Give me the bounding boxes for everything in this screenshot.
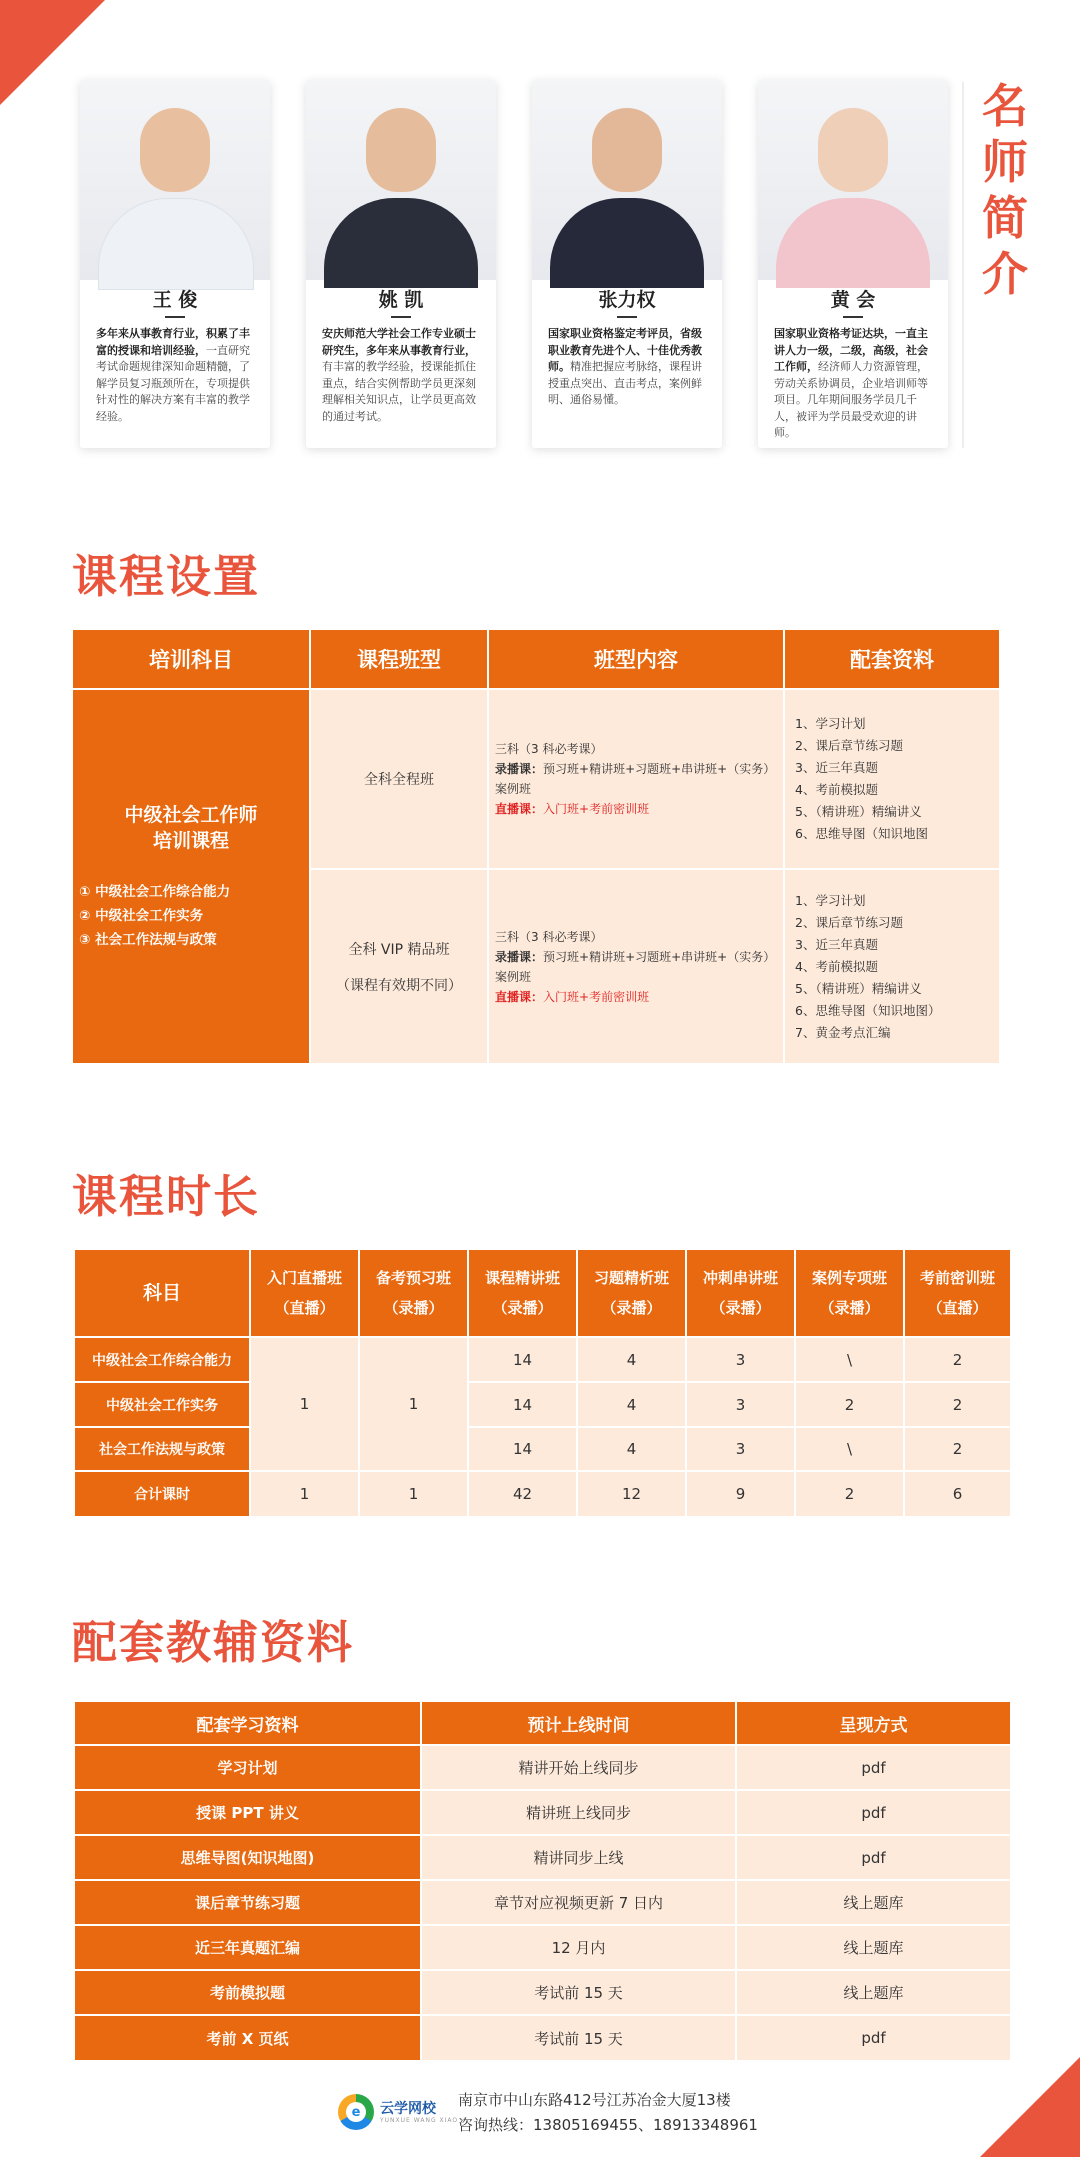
materials-cell (785, 690, 999, 868)
material-item: 6、思维导图（知识地图） (795, 1002, 941, 1018)
material-name: 课后章节练习题 (75, 1881, 420, 1924)
table-cell: \ (796, 1338, 903, 1381)
table-cell: 2 (905, 1338, 1010, 1381)
material-item: 5、（精讲班）精编讲义 (795, 980, 922, 996)
teacher-desc: 安庆师范大学社会工作专业硕士研究生，多年来从事教育行业，有丰富的教学经验，授课能抓住重点，结合实例帮助学员更深刻理解相关知识点，让学员更高效的通过考试。 (322, 327, 476, 423)
material-time: 精讲同步上线 (422, 1836, 735, 1879)
total-cell: 9 (687, 1472, 794, 1516)
material-format: pdf (737, 1746, 1010, 1789)
subject-item: ③ 社会工作法规与政策 (79, 932, 217, 948)
table-cell: 3 (687, 1383, 794, 1426)
address: 南京市中山东路412号江苏冶金大厦13楼 (458, 2091, 731, 2109)
material-format: pdf (737, 1791, 1010, 1834)
table-header: 入门直播班 （直播） (251, 1250, 358, 1336)
table-header: 案例专项班 （录播） (796, 1250, 903, 1336)
material-item: 7、黄金考点汇编 (795, 1024, 891, 1040)
table-cell: 1 (360, 1338, 467, 1470)
subject-title: 中级社会工作师 (124, 804, 258, 826)
table-header: 培训科目 (73, 630, 309, 688)
class-name-cell (311, 690, 487, 868)
row-subject: 合计课时 (75, 1472, 249, 1516)
table-cell: 4 (578, 1383, 685, 1426)
material-item: 2、课后章节练习题 (795, 738, 903, 753)
total-cell: 6 (905, 1472, 1010, 1516)
teacher-name: 黄 会 (830, 289, 876, 311)
material-item: 2、课后章节练习题 (795, 914, 903, 930)
corner-decoration-bottom-right (980, 2057, 1080, 2157)
materials-table (75, 1702, 1010, 2060)
material-name: 考前 X 页纸 (75, 2016, 420, 2060)
material-time: 章节对应视频更新 7 日内 (422, 1881, 735, 1924)
table-header: 预计上线时间 (422, 1702, 735, 1744)
teacher-desc: 国家职业资格考证达块，一直主讲人力一级，二级，高级，社会工作师，经济师人力资源管理，劳动关系协调员，企业培训师等项目。几年期间服务学员几千人，被评为学员最受欢迎的讲师。 (774, 327, 928, 439)
table-cell: 3 (687, 1428, 794, 1470)
class-name: 全科 VIP 精品班 (348, 941, 450, 958)
material-item: 4、考前模拟题 (795, 958, 878, 974)
content-recorded: 录播课：预习班+精讲班+习题班+串讲班+（实务）案例班 (495, 949, 776, 984)
teacher-card (80, 80, 270, 448)
material-name: 授课 PPT 讲义 (75, 1791, 420, 1834)
logo-subtext: YUNXUE WANG XIAO (380, 2117, 459, 2124)
course-setup-table (73, 630, 999, 1063)
table-cell: 4 (578, 1338, 685, 1381)
teacher-photo (80, 80, 270, 280)
divider (962, 82, 964, 448)
table-cell: 14 (469, 1383, 576, 1426)
content-recorded: 录播课：预习班+精讲班+习题班+串讲班+（实务）案例班 (495, 762, 776, 796)
materials-cell (785, 870, 999, 1063)
material-item: 4、考前模拟题 (795, 782, 878, 797)
total-cell: 1 (360, 1472, 467, 1516)
hotline: 咨询热线：13805169455、18913348961 (458, 2116, 758, 2134)
content-line: 三科（3 科必考课） (495, 929, 603, 944)
table-cell: 3 (687, 1338, 794, 1381)
total-cell: 2 (796, 1472, 903, 1516)
total-cell: 1 (251, 1472, 358, 1516)
material-item: 3、近三年真题 (795, 936, 878, 952)
row-subject: 中级社会工作实务 (75, 1383, 249, 1426)
duration-table (75, 1250, 1010, 1516)
material-item: 1、学习计划 (795, 892, 866, 908)
table-cell: 4 (578, 1428, 685, 1470)
logo-icon: e (338, 2094, 374, 2130)
material-format: pdf (737, 1836, 1010, 1879)
material-name: 学习计划 (75, 1746, 420, 1789)
row-subject: 社会工作法规与政策 (75, 1428, 249, 1470)
logo-text: 云学网校 (380, 2101, 436, 2117)
duration-title: 课程时长 (72, 1170, 261, 1223)
class-content-cell (489, 690, 783, 868)
materials-title: 配套教辅资料 (72, 1616, 355, 1669)
material-format: 线上题库 (737, 1971, 1010, 2014)
content-live: 直播课：入门班+考前密训班 (495, 989, 650, 1004)
material-format: pdf (737, 2016, 1010, 2060)
material-item: 1、学习计划 (795, 716, 866, 731)
material-time: 精讲班上线同步 (422, 1791, 735, 1834)
table-cell: 2 (905, 1428, 1010, 1470)
footer (338, 2088, 778, 2138)
teacher-name: 王 俊 (152, 289, 198, 311)
class-name-cell (311, 870, 487, 1063)
total-cell: 42 (469, 1472, 576, 1516)
material-time: 精讲开始上线同步 (422, 1746, 735, 1789)
table-header: 班型内容 (489, 630, 783, 688)
content-live: 直播课：入门班+考前密训班 (495, 802, 650, 816)
teacher-photo (758, 80, 948, 280)
subject-subtitle: 培训课程 (152, 830, 229, 852)
table-cell: \ (796, 1428, 903, 1470)
class-note: （课程有效期不同） (336, 977, 462, 994)
subject-item: ① 中级社会工作综合能力 (79, 884, 231, 900)
teacher-card (532, 80, 722, 448)
table-header: 配套资料 (785, 630, 999, 688)
table-header: 呈现方式 (737, 1702, 1010, 1744)
material-format: 线上题库 (737, 1926, 1010, 1969)
row-subject: 中级社会工作综合能力 (75, 1338, 249, 1381)
material-name: 近三年真题汇编 (75, 1926, 420, 1969)
table-header: 习题精析班 （录播） (578, 1250, 685, 1336)
table-header: 科目 (75, 1250, 249, 1336)
content-line: 三科（3 科必考课） (495, 742, 603, 756)
material-item: 6、思维导图（知识地图 (795, 826, 928, 841)
table-cell: 14 (469, 1428, 576, 1470)
teachers-title: 名师简介 (982, 79, 1028, 301)
table-cell: 2 (796, 1383, 903, 1426)
table-header: 课程精讲班 （录播） (469, 1250, 576, 1336)
table-cell: 14 (469, 1338, 576, 1381)
teacher-name: 张力权 (598, 289, 656, 311)
teacher-cards (80, 80, 950, 448)
course-setup-title: 课程设置 (72, 550, 261, 603)
table-header: 课程班型 (311, 630, 487, 688)
teacher-desc: 国家职业资格鉴定考评员，省级职业教育先进个人、十佳优秀教师。精准把握应考脉络，课程讲授重点突出、直击考点，案例鲜明、通俗易懂。 (548, 327, 702, 406)
table-header: 配套学习资料 (75, 1702, 420, 1744)
teacher-card (306, 80, 496, 448)
class-name: 全科全程班 (364, 772, 434, 788)
teacher-photo (532, 80, 722, 280)
teacher-name: 姚 凯 (378, 289, 424, 311)
table-header: 备考预习班 （录播） (360, 1250, 467, 1336)
class-content-cell (489, 870, 783, 1063)
table-cell: 2 (905, 1383, 1010, 1426)
material-name: 思维导图(知识地图) (75, 1836, 420, 1879)
material-format: 线上题库 (737, 1881, 1010, 1924)
total-cell: 12 (578, 1472, 685, 1516)
table-header: 考前密训班 （直播） (905, 1250, 1010, 1336)
footer-contact (458, 2088, 758, 2138)
teacher-desc: 多年来从事教育行业，积累了丰富的授课和培训经验，一直研究考试命题规律深知命题精髓，了解学员复习瓶颈所在，专项提供针对性的解决方案有丰富的教学经验。 (96, 327, 250, 423)
subject-cell (73, 690, 309, 1063)
material-time: 考试前 15 天 (422, 2016, 735, 2060)
teacher-card (758, 80, 948, 448)
material-item: 5、（精讲班）精编讲义 (795, 804, 922, 819)
subject-item: ② 中级社会工作实务 (79, 908, 204, 924)
material-name: 考前模拟题 (75, 1971, 420, 2014)
teacher-photo (306, 80, 496, 280)
material-time: 考试前 15 天 (422, 1971, 735, 2014)
material-item: 3、近三年真题 (795, 760, 878, 775)
table-cell: 1 (251, 1338, 358, 1470)
material-time: 12 月内 (422, 1926, 735, 1969)
table-header: 冲刺串讲班 （录播） (687, 1250, 794, 1336)
